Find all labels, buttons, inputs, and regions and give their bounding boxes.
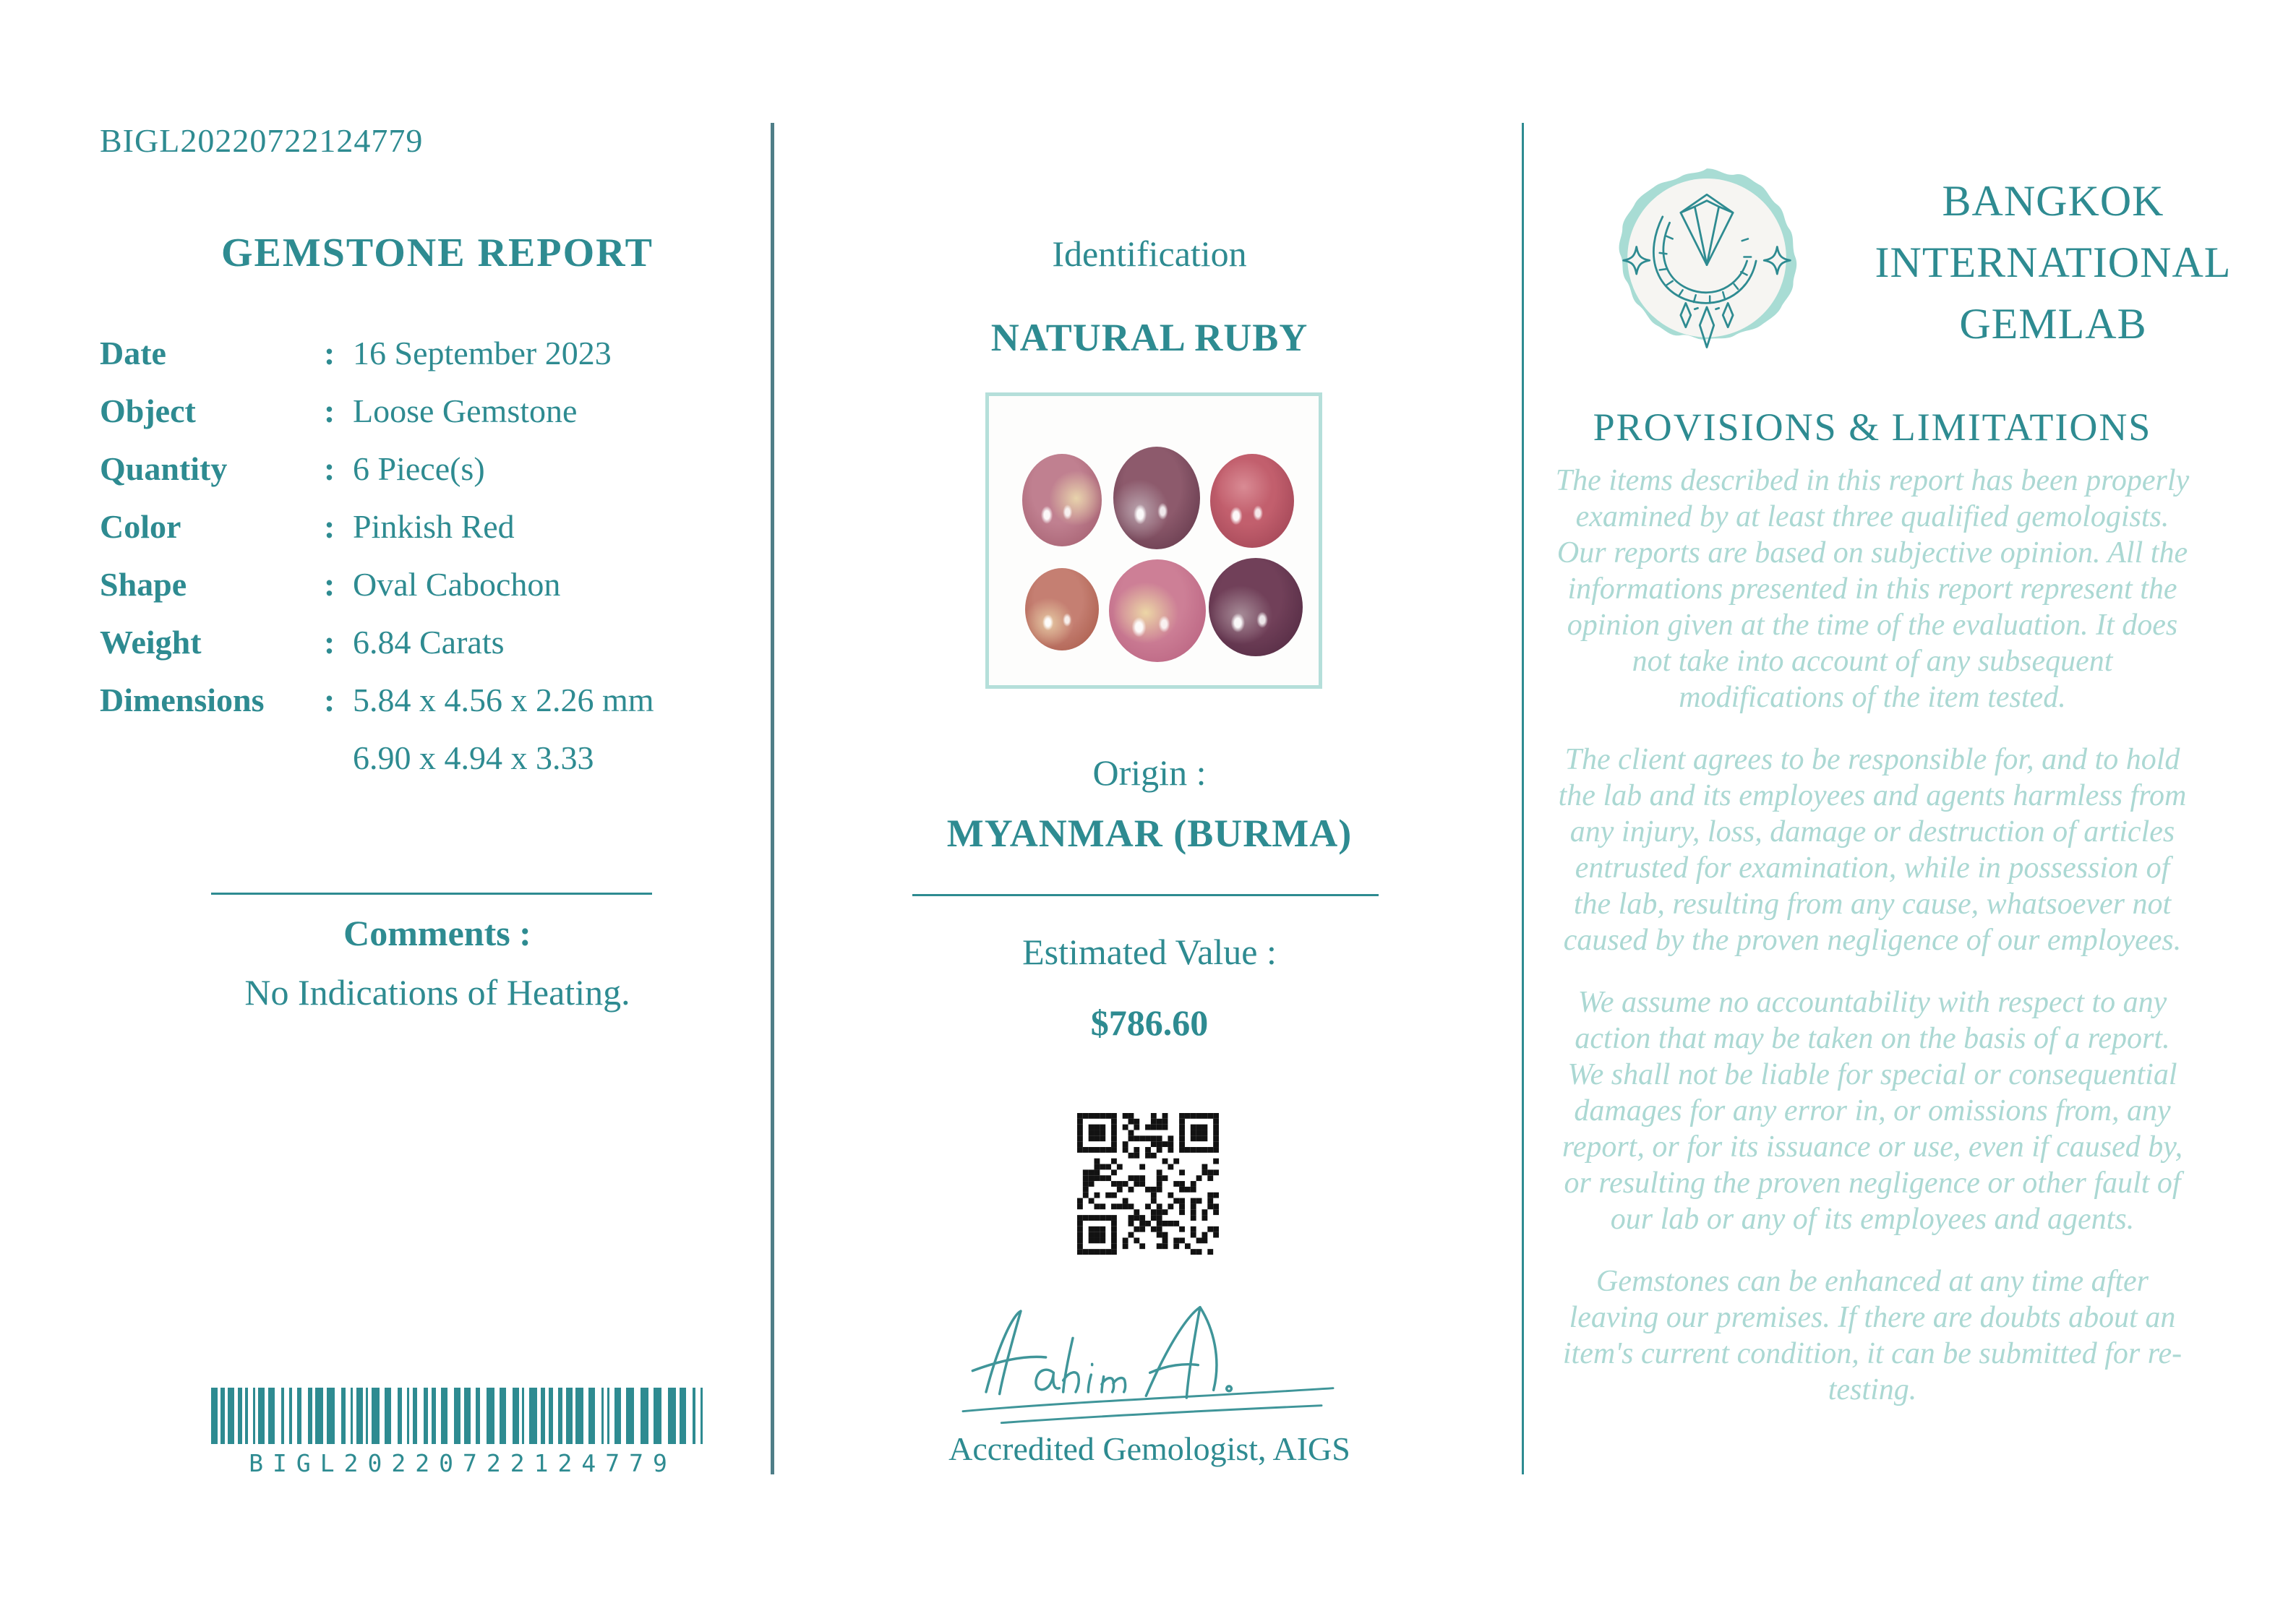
detail-colon: : [324,450,335,487]
barcode-text: BIGL20220722124779 [249,1449,677,1477]
detail-value: 6.90 x 4.94 x 3.33 [353,739,594,776]
lab-logo-badge [1606,160,1807,361]
provisions-paragraph-1: The items described in this report has been properly examined by at least three qualified gemologists. Our reports are based on subjective opinion. All the informations presented in this report represent the opinion given at the time of the evaluation. It does not take into account of any subsequent modifications of the item tested. [1555,464,2190,714]
detail-label: Object [100,392,196,429]
detail-label: Shape [100,566,187,603]
report-number: BIGL20220722124779 [100,122,424,159]
origin-heading: Origin : [1092,752,1207,793]
provisions-paragraph-3: We assume no accountability with respect to any action that may be taken on the basis of a report. We shall not be liable for special or consequential damages for any error in, or omissions from, any report, or for its issuance or use, even if caused by, or resulting the proven negligence or other fault of our lab or any of its employees and agents. [1562,986,2183,1236]
qr-code-image [1077,1113,1219,1255]
estimated-value-divider-line [912,894,1379,896]
stone-name: NATURAL RUBY [990,316,1308,359]
detail-label: Dimensions [100,682,265,718]
report-details [100,334,750,796]
barcode-bars [210,1388,716,1444]
gemologist-signature [946,1288,1350,1432]
detail-label: Color [100,508,181,545]
lab-name-line-1: BANGKOK [1942,177,2164,225]
detail-value: 6 Piece(s) [353,450,485,487]
gem-photo-1 [1022,454,1102,546]
detail-label: Weight [100,624,202,661]
gem-photo-4 [1025,568,1099,650]
detail-colon: : [324,682,335,718]
lab-name-line-2: INTERNATIONAL [1875,239,2232,286]
detail-row-date [100,334,750,392]
gemstone-photo [985,392,1322,689]
detail-row-weight [100,623,750,681]
detail-colon: : [324,624,335,661]
identification-heading: Identification [1052,233,1247,274]
detail-value: 5.84 x 4.56 x 2.26 mm [353,682,654,718]
column-divider-left [771,123,774,1474]
detail-colon: : [324,392,335,429]
report-title: GEMSTONE REPORT [221,231,654,275]
detail-value: 6.84 Carats [353,624,505,661]
comments-heading: Comments : [343,913,531,953]
qr-code [1077,1113,1219,1255]
detail-colon: : [324,566,335,603]
origin-value: MYANMAR (BURMA) [946,812,1353,855]
lab-name-line-3: GEMLAB [1959,300,2147,348]
detail-row-object [100,392,750,450]
detail-row-dimensions [100,681,750,739]
provisions-text [1554,463,2190,1434]
gem-photo-6 [1209,558,1303,656]
gem-photo-5 [1109,559,1206,662]
signature-image [946,1288,1350,1432]
provisions-heading: PROVISIONS & LIMITATIONS [1593,405,2152,449]
detail-value: Pinkish Red [353,508,515,545]
detail-row-quantity [100,450,750,507]
badge-face [1627,179,1786,338]
detail-value: 16 September 2023 [353,335,612,371]
estimated-value-heading: Estimated Value : [1022,932,1277,972]
detail-label: Quantity [100,450,228,487]
detail-value: Oval Cabochon [353,566,561,603]
barcode [210,1388,716,1477]
detail-label: Date [100,335,166,371]
detail-row-shape [100,565,750,623]
detail-colon: : [324,335,335,371]
lab-name [1848,171,2258,355]
lab-logo [1606,160,1807,361]
comments-text: No Indications of Heating. [244,972,630,1013]
provisions-paragraph-2: The client agrees to be responsible for, and to hold the lab and its employees and agents harmless from any injury, loss, damage or destruction of articles entrusted for examination, while in possession of the lab, resulting from any cause, whatsoever not caused by the proven negligence of our employees. [1558,743,2187,957]
provisions-paragraph-4: Gemstones can be enhanced at any time after leaving our premises. If there are doubts about an item's current condition, it can be submitted for re-testing. [1562,1265,2183,1406]
gemologist-title: Accredited Gemologist, AIGS [948,1430,1350,1467]
estimated-value: $786.60 [1090,1002,1209,1043]
column-divider-right [1522,123,1524,1474]
detail-value: Loose Gemstone [353,392,578,429]
gem-photo-2 [1113,447,1200,549]
detail-row-color [100,507,750,565]
detail-colon: : [324,508,335,545]
detail-row-dimensions-2 [100,739,750,796]
gem-photo-3 [1210,454,1294,548]
comments-divider-line [211,893,652,895]
